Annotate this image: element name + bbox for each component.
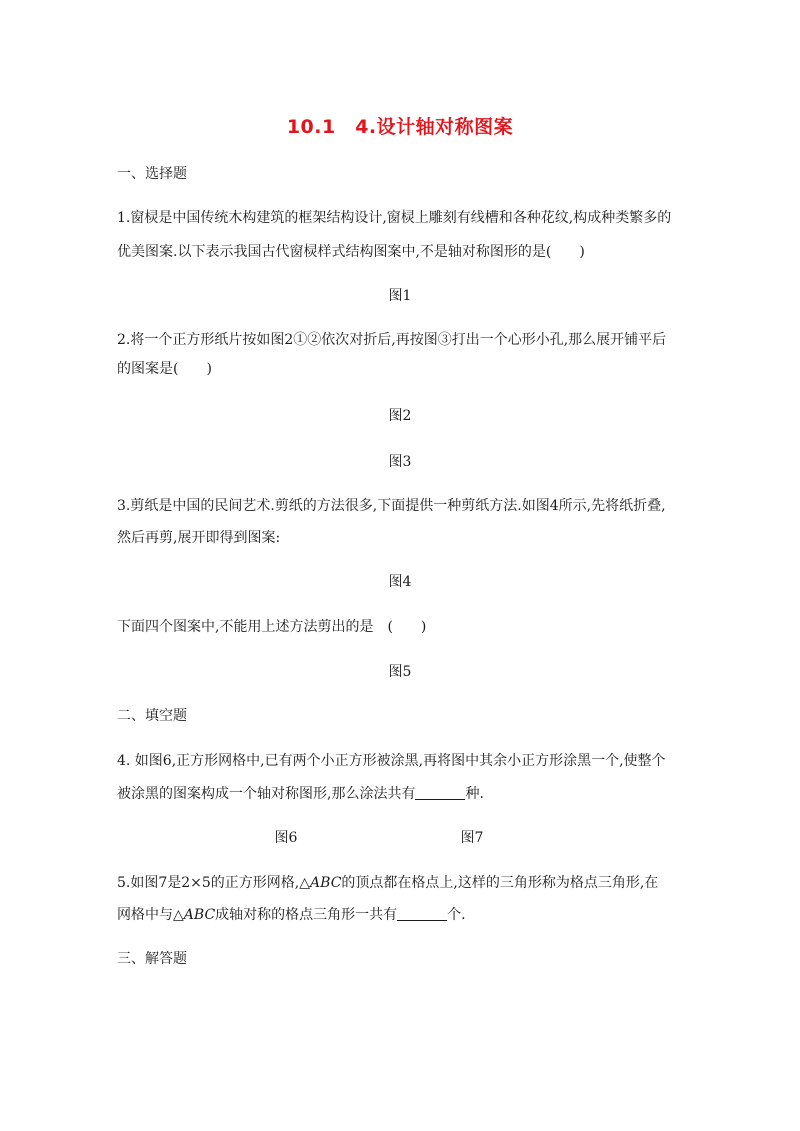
question-5-line-2 <box>117 900 687 930</box>
question-2-line-2: 的图案是( ) <box>117 361 212 377</box>
figure-1-caption: 图1 <box>388 288 412 304</box>
answer-blank-q4[interactable] <box>415 783 465 800</box>
triangle-abc-label-2: ABC <box>183 907 216 923</box>
question-3-line-2: 然后再剪,展开即得到图案: <box>117 530 281 546</box>
section-heading-choice: 一、选择题 <box>117 166 187 182</box>
answer-blank-q5[interactable] <box>397 904 447 921</box>
question-5-line-2-c: 个. <box>447 907 466 923</box>
figure-3-caption: 图3 <box>388 454 412 470</box>
section-heading-fill: 二、填空题 <box>117 708 187 724</box>
figure-6-caption: 图6 <box>274 830 298 846</box>
figure-7-caption: 图7 <box>460 830 484 846</box>
question-4-line-2-text: 被涂黑的图案构成一个轴对称图形,那么涂法共有 <box>117 786 416 802</box>
question-5-line-1 <box>117 868 687 898</box>
question-4-line-2 <box>117 779 687 809</box>
question-4-line-2-suffix: 种. <box>465 786 484 802</box>
question-1-line-2: 优美图案.以下表示我国古代窗棂样式结构图案中,不是轴对称图形的是( ) <box>117 244 585 260</box>
question-2-line-1: 2.将一个正方形纸片按如图2①②依次对折后,再按图③打出一个心形小孔,那么展开铺平后 <box>117 332 667 348</box>
figure-4-caption: 图4 <box>388 574 412 590</box>
figure-2-caption: 图2 <box>388 408 412 424</box>
question-1-line-1: 1.窗棂是中国传统木构建筑的框架结构设计,窗棂上雕刻有线槽和各种花纹,构成种类繁多的 <box>117 210 672 226</box>
question-3-line-3: 下面四个图案中,不能用上述方法剪出的是 ( ) <box>117 619 427 635</box>
question-5-line-2-b: 成轴对称的格点三角形一共有 <box>215 907 398 923</box>
question-5-line-1-b: 的顶点都在格点上,这样的三角形称为格点三角形,在 <box>341 875 659 891</box>
section-heading-answer: 三、解答题 <box>117 951 187 967</box>
question-5-line-2-a: 网格中与△ <box>117 907 184 923</box>
figure-5-caption: 图5 <box>388 664 412 680</box>
question-5-line-1-a: 5.如图7是2×5的正方形网格,△ <box>117 875 311 891</box>
page-title: 10.1 4.设计轴对称图案 <box>286 116 514 138</box>
question-3-line-1: 3.剪纸是中国的民间艺术.剪纸的方法很多,下面提供一种剪纸方法.如图4所示,先将纸折叠, <box>117 498 666 514</box>
question-4-line-1: 4. 如图6,正方形网格中,已有两个小正方形被涂黑,再将图中其余小正方形涂黑一个,使整个 <box>117 753 666 769</box>
triangle-abc-label: ABC <box>310 875 342 891</box>
